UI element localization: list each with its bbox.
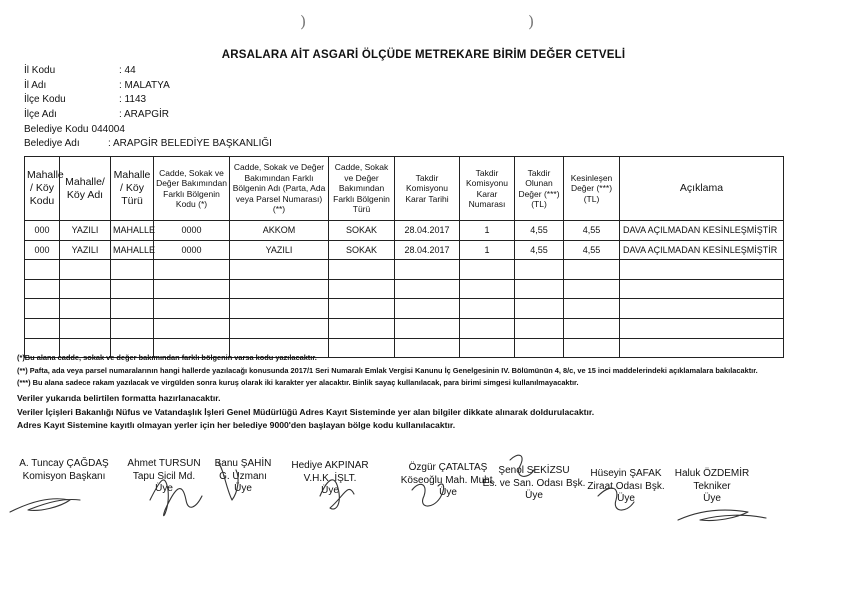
info-label: İl Adı xyxy=(24,79,47,91)
signature-scribble-2 xyxy=(150,480,202,516)
signatory-title: Ziraat Odası Bşk. xyxy=(587,480,665,492)
header-karar-tarihi: Takdir Komisyonu Karar Tarihi xyxy=(395,157,460,221)
signatory-role: Üye xyxy=(703,493,721,504)
info-label: Belediye Adı xyxy=(24,138,80,150)
header-kesinlesen-deger: Kesinleşen Değer (***) (TL) xyxy=(564,157,620,221)
cell-bolge-adi: YAZILI xyxy=(230,240,329,260)
cell-takdir-degeri: 4,55 xyxy=(515,240,564,260)
signature-scribble-3 xyxy=(218,462,238,500)
signatory-role: Üye xyxy=(321,485,339,496)
document-title: ARSALARA AİT ASGARİ ÖLÇÜDE METREKARE BİRİM DEĞER CETVELİ xyxy=(221,49,626,61)
punch-hole-right: ) xyxy=(528,12,535,31)
info-value: : ARAPGİR BELEDİYE BAŞKANLIĞI xyxy=(108,138,272,150)
footnote-3: (***) Bu alana sadece rakam yazılacak ve virgülden sonra kuruş olarak iki karakter yer alacaktır. Binlik sayaç kullanılacak, para birimi simgesi kullanılmayacaktır. xyxy=(17,378,579,388)
signatory-role: Üye xyxy=(439,487,457,498)
cell-bolge-adi: AKKOM xyxy=(230,221,329,241)
signatory-title: Tekniker xyxy=(693,480,731,492)
info-label: İlçe Kodu xyxy=(24,94,66,106)
cell-karar-tarihi: 28.04.2017 xyxy=(395,240,460,260)
signatory-role: Üye xyxy=(617,493,635,504)
cell-mahalle-adi: YAZILI xyxy=(60,221,111,241)
signatory-title: V.H.K. İŞLT. xyxy=(303,472,357,484)
info-value: : 44 xyxy=(119,65,136,76)
cell-bolge-turu: SOKAK xyxy=(329,240,395,260)
cell-mahalle-kodu: 000 xyxy=(25,221,60,241)
cell-kesinlesen-deger: 4,55 xyxy=(564,240,620,260)
info-label: Belediye Kodu xyxy=(24,123,89,135)
instruction-line-1: Veriler yukarıda belirtilen formatta hazırlanacaktır. xyxy=(17,393,221,403)
header-bolge-turu: Cadde, Sokak ve Değer Bakımından Farklı Bölgenin Türü xyxy=(329,157,395,221)
instruction-line-2: Veriler İçişleri Bakanlığı Nüfus ve Vatandaşlık İşleri Genel Müdürlüğü Adres Kayıt Sisteminde yer alan bilgiler dikkate alınarak doldurulacaktır. xyxy=(17,406,595,417)
header-mahalle-adi: Mahalle/ Köy Adı xyxy=(60,157,111,221)
cell-bolge-turu: SOKAK xyxy=(329,221,395,241)
cell-aciklama: DAVA AÇILMADAN KESİNLEŞMİŞTİR xyxy=(620,221,784,241)
signature-scribble-4 xyxy=(320,480,354,509)
signatory-name: Şenol SEKİZSU xyxy=(498,465,570,476)
cell-karar-numarasi: 1 xyxy=(460,221,515,241)
cell-takdir-degeri: 4,55 xyxy=(515,221,564,241)
signatory-name: Hüseyin ŞAFAK xyxy=(590,468,662,479)
footnote-2: (**) Pafta, ada veya parsel numaralarının hangi hallerde yazılacağı konusunda 2017/1 Seri Numaralı Emlak Vergisi Kanunu İç Genelgesinin IV. Bölümünün 4, 8/c, ve 15 inci maddelerindeki açıklamalara bakılacaktır. xyxy=(17,365,758,375)
header-aciklama: Açıklama xyxy=(620,157,784,221)
cell-karar-tarihi: 28.04.2017 xyxy=(395,221,460,241)
signatory-title: Es. ve San. Odası Bşk. xyxy=(482,477,586,489)
cell-karar-numarasi: 1 xyxy=(460,240,515,260)
signatory-name: Özgür ÇATALTAŞ xyxy=(408,462,488,473)
header-mahalle-turu: Mahalle / Köy Türü xyxy=(111,157,154,221)
cell-bolge-kodu: 0000 xyxy=(154,240,230,260)
signatory-title: Komisyon Başkanı xyxy=(22,470,106,482)
signatory-title: Tapu Sicil Md. xyxy=(132,470,196,482)
cell-mahalle-kodu: 000 xyxy=(25,240,60,260)
info-value: : 1143 xyxy=(119,94,147,106)
header-bolge-adi: Cadde, Sokak ve Değer Bakımından Farklı Bölgenin Adı (Parta, Ada veya Parsel Numarası)(**) xyxy=(230,157,329,221)
cell-bolge-kodu: 0000 xyxy=(154,221,230,241)
cell-mahalle-adi: YAZILI xyxy=(60,240,111,260)
info-value: : 044004 xyxy=(86,123,125,135)
header-mahalle-kodu: Mahalle / Köy Kodu xyxy=(25,157,60,221)
header-takdir-degeri: Takdir Olunan Değer (***) (TL) xyxy=(515,157,564,221)
signatory-title: Köseoğlu Mah. Muht. xyxy=(400,474,496,486)
info-value: : MALATYA xyxy=(119,79,170,91)
cell-mahalle-turu: MAHALLE xyxy=(111,240,154,260)
info-value: : ARAPGİR xyxy=(119,109,170,121)
cell-mahalle-turu: MAHALLE xyxy=(111,221,154,241)
signature-scribble-7 xyxy=(598,488,634,510)
signatory-title: G. Uzmanı xyxy=(219,470,267,482)
signature-scribble-8 xyxy=(678,510,766,520)
signatory-role: Üye xyxy=(155,483,173,494)
signatory-name: Ahmet TURSUN xyxy=(127,458,201,469)
cell-kesinlesen-deger: 4,55 xyxy=(564,221,620,241)
signature-scribble-5 xyxy=(412,484,444,506)
signatory-role: Üye xyxy=(234,483,252,494)
footnote-1: (*)Bu alana cadde, sokak ve değer bakımından farklı bölgenin varsa kodu yazılacaktır. xyxy=(17,353,317,362)
header-karar-numarasi: Takdir Komisyonu Karar Numarası xyxy=(460,157,515,221)
signatory-name: A. Tuncay ÇAĞDAŞ xyxy=(19,458,109,469)
info-label: İlçe Adı xyxy=(24,109,57,121)
signature-scribble-6 xyxy=(510,455,534,476)
signature-scribble-1 xyxy=(10,499,80,512)
cell-aciklama: DAVA AÇILMADAN KESİNLEŞMİŞTİR xyxy=(620,240,784,260)
instruction-line-3: Adres Kayıt Sistemine kayıtlı olmayan yerler için her belediye 9000'den başlayan bölge kodu kullanılacaktır. xyxy=(17,420,456,430)
signatory-name: Banu ŞAHİN xyxy=(214,458,272,469)
info-label: İl Kodu xyxy=(24,65,56,76)
header-bolge-kodu: Cadde, Sokak ve Değer Bakımından Farklı Bölgenin Kodu (*) xyxy=(154,157,230,221)
signatory-role: Üye xyxy=(525,490,543,501)
signatory-name: Haluk ÖZDEMİR xyxy=(674,468,750,479)
signatory-name: Hediye AKPINAR xyxy=(291,460,369,471)
punch-hole-left: ) xyxy=(300,12,307,31)
